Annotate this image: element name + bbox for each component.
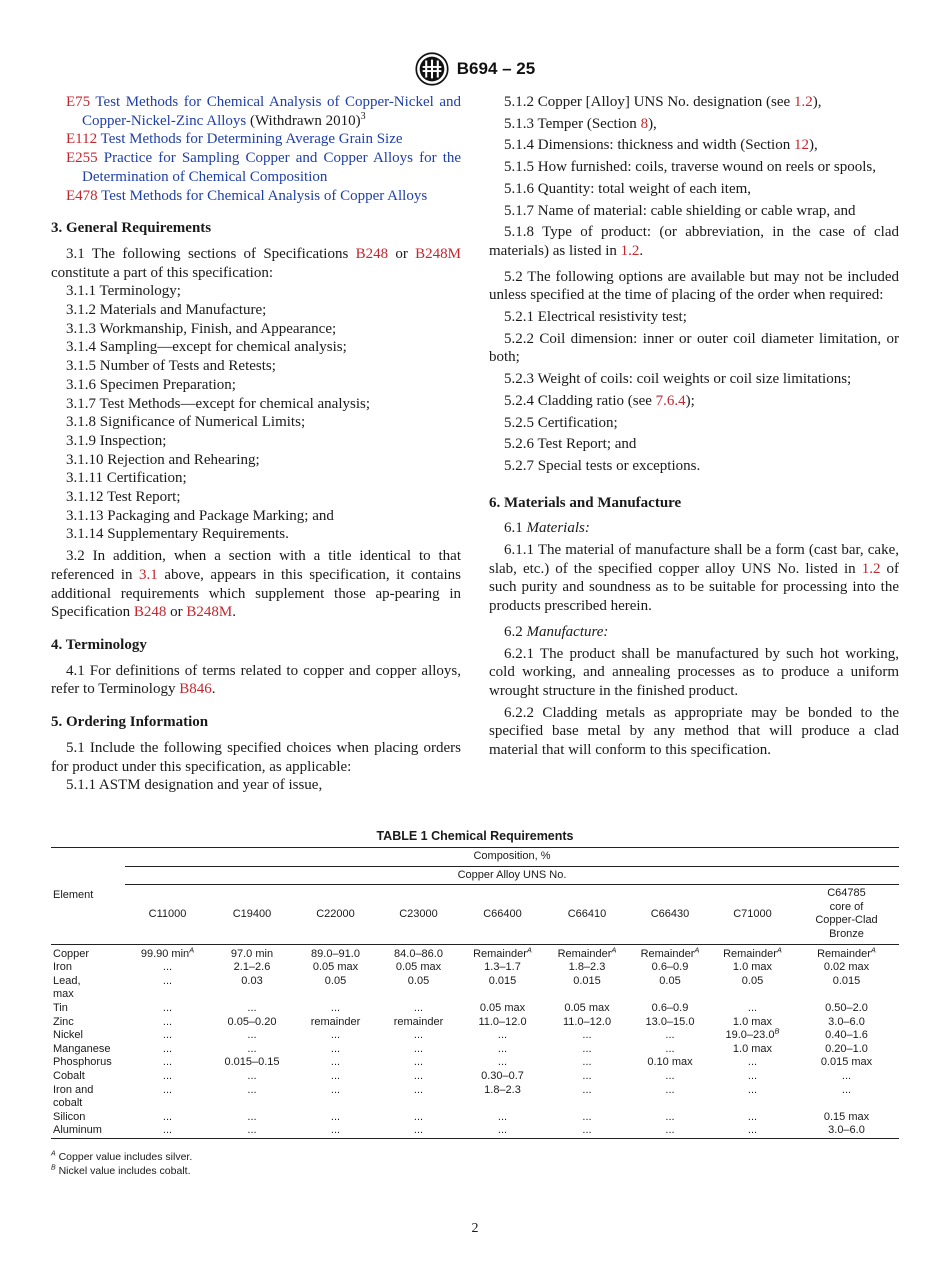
value-cell: ...: [162, 961, 173, 974]
element-cell: Nickel: [53, 1029, 83, 1042]
table-footnotes: [51, 1151, 192, 1178]
value-cell: ...: [747, 1110, 758, 1123]
value-cell: 2.1–2.6: [233, 961, 271, 974]
table-row: [51, 975, 899, 1002]
value-cell: 0.015–0.15: [224, 1056, 280, 1069]
paragraph-3-1: 3.1 The following sections of Specifications B248 or B248M constitute a part of this specification:: [51, 245, 462, 281]
value-cell: 0.015: [832, 974, 861, 987]
list-item: 5.2.6 Test Report; and: [504, 436, 637, 453]
value-cell: 0.05 max: [564, 1001, 610, 1014]
section-heading: 5. Ordering Information: [51, 714, 209, 731]
chemical-requirements-table: [51, 847, 899, 1139]
value-cell: ...: [330, 1056, 341, 1069]
paragraph-6-2-1: 6.2.1 The product shall be manufactured by such hot working, cold working, and annealing processes as to produce a uniform wrought structure in the finished product.: [489, 645, 899, 699]
value-cell: 99.90 $\min^A$: [140, 944, 195, 960]
table-row: [51, 1029, 899, 1043]
value-cell: Remainder$^A$: [817, 944, 876, 960]
element-cell: Phosphorus: [53, 1056, 112, 1069]
value-cell: ...: [582, 1029, 592, 1042]
table-row: [51, 1124, 899, 1138]
value-cell: 0.05: [324, 974, 347, 987]
list-item: 3.1.7 Test Methods—except for chemical analysis;: [66, 395, 371, 412]
value-cell: ...: [413, 1001, 424, 1014]
value-cell: ...: [665, 1029, 675, 1042]
ref-title-link[interactable]: and Copper-Nickel-Zinc Alloys: [82, 94, 461, 129]
ref-title-link[interactable]: Test Methods for Determining Average Grain Size: [100, 131, 403, 148]
value-cell: ...: [497, 1029, 508, 1042]
ref-code-link[interactable]: E75: [66, 94, 91, 110]
value-cell: ...: [330, 1110, 341, 1123]
value-cell: ...: [413, 1069, 424, 1082]
value-cell: 97.0 min: [230, 947, 274, 960]
value-cell: ...: [162, 1110, 173, 1123]
page-header: [0, 52, 950, 86]
value-cell: ...: [413, 1029, 424, 1042]
value-cell: ...: [747, 1083, 758, 1096]
paragraph-6-2: 6.2 Manufacture:: [504, 623, 609, 640]
list-item: 3.1.5 Number of Tests and Retests;: [66, 358, 276, 375]
value-cell: ...: [125, 1124, 210, 1138]
value-cell: 11.0–12.0: [562, 1015, 612, 1028]
list-item: 5.2.2 Coil dimension: inner or outer coil diameter limitation, or both;: [489, 330, 899, 366]
value-cell: 0.015 max: [820, 1056, 873, 1069]
value-cell: 0.6–0.9: [651, 1001, 689, 1014]
value-cell: ...: [162, 1015, 173, 1028]
reference-e112: [51, 130, 461, 149]
value-cell: Remainder$^A$: [473, 944, 532, 960]
paragraph-5-1: 5.1 Include the following specified choices when placing orders for product under this specification, as applicable:: [51, 739, 461, 775]
alloy-header: C71000: [711, 885, 794, 944]
section-heading: 4. Terminology: [51, 636, 147, 653]
ref-code-link[interactable]: E255: [66, 150, 98, 167]
value-cell: ...: [247, 1083, 257, 1096]
value-cell: ...: [665, 1110, 675, 1123]
table-row: [51, 1056, 899, 1070]
value-cell: 0.015: [488, 974, 517, 987]
value-cell: 84.0–86.0: [394, 947, 443, 960]
list-item: 5.1.6 Quantity: total weight of each item,: [504, 180, 752, 197]
ref-title-link[interactable]: Practice for Sampling Copper and Copper Alloys for: [103, 150, 437, 167]
ref-link[interactable]: 1.2: [861, 560, 881, 577]
value-cell: 0.05 max: [479, 1001, 526, 1014]
value-cell: ...: [247, 1042, 257, 1055]
value-cell: ...: [247, 1029, 257, 1042]
list-item: 5.1.1 ASTM designation and year of issue,: [66, 777, 323, 794]
value-cell: ...: [582, 1042, 592, 1055]
list-item: 5.1.8 Type of product: (or abbreviation, in the case of clad materials) as listed in 1.2.: [489, 224, 899, 259]
value-cell: ...: [162, 974, 173, 987]
value-cell: 3.0–6.0: [794, 1124, 899, 1138]
document-code: B694 – 25: [456, 59, 536, 78]
ref-link[interactable]: B248M: [186, 604, 233, 621]
list-item: 5.1.2 Copper [Alloy] UNS No. designation (see 1.2),: [504, 94, 822, 110]
value-cell: 0.40–1.6: [825, 1029, 868, 1042]
value-cell: 0.02 max: [823, 961, 870, 974]
table-row: [51, 1002, 899, 1016]
ref-link[interactable]: B248: [355, 245, 389, 262]
paragraph-6-1: 6.1 Materials:: [504, 520, 590, 537]
uns-header: Copper Alloy UNS No.: [125, 866, 899, 885]
table-row: [51, 1016, 899, 1030]
paragraph-5-2: 5.2 The following options are available but may not be included unless specified at the time of placing of the order when required:: [489, 268, 899, 304]
astm-logo-icon: [415, 52, 449, 86]
value-cell: 3.0–6.0: [828, 1015, 865, 1028]
footnote: $^B$ Nickel value includes cobalt.: [51, 1164, 191, 1177]
list-item: 3.1.10 Rejection and Rehearing;: [66, 451, 260, 468]
value-cell: 0.15 max: [823, 1110, 870, 1123]
value-cell: 1.0 max: [732, 961, 773, 974]
ref-link[interactable]: B846: [179, 681, 212, 698]
value-cell: ...: [377, 1124, 460, 1138]
value-cell: 0.50–2.0: [825, 1001, 868, 1014]
element-cell: Iron: [53, 961, 72, 974]
value-cell: 1.0 max: [732, 1042, 773, 1055]
table-row: [51, 944, 899, 961]
value-cell: ...: [247, 1001, 257, 1014]
value-cell: Remainder$^A$: [557, 944, 617, 960]
list-item: 3.1.11 Certification;: [66, 470, 187, 487]
list-item: 3.1.3 Workmanship, Finish, and Appearance;: [66, 320, 337, 337]
value-cell: ...: [747, 1001, 758, 1014]
section-heading: 6. Materials and Manufacture: [489, 494, 682, 511]
list-item: 3.1.8 Significance of Numerical Limits;: [66, 414, 306, 431]
value-cell: ...: [162, 1042, 173, 1055]
element-cell: Tin: [53, 1001, 68, 1014]
page-number: 2: [471, 1221, 479, 1236]
ref-link[interactable]: 3.1: [139, 566, 158, 583]
value-cell: ...: [413, 1056, 424, 1069]
value-cell: ...: [210, 1124, 294, 1138]
value-cell: ...: [413, 1110, 424, 1123]
ref-link[interactable]: 1.2: [620, 242, 640, 259]
value-cell: ...: [497, 1110, 508, 1123]
value-cell: 0.03: [241, 974, 263, 987]
list-item: 3.1.12 Test Report;: [66, 489, 181, 506]
alloy-header: C23000: [377, 885, 460, 944]
value-cell: ...: [162, 1083, 173, 1096]
element-cell: Lead, max: [53, 974, 81, 1001]
value-cell: 0.05 max: [312, 961, 359, 974]
list-item: 3.1.13 Packaging and Package Marking; and: [66, 507, 334, 524]
list-item: 5.1.5 How furnished: coils, traverse wound on reels or spools,: [504, 159, 877, 176]
value-cell: ...: [330, 1069, 341, 1082]
list-item: 3.1.9 Inspection;: [66, 432, 167, 449]
value-cell: 0.05: [407, 974, 430, 987]
value-cell: 0.10 max: [647, 1056, 693, 1069]
value-cell: 1.8–2.3: [484, 1083, 521, 1096]
element-header: Element: [51, 848, 125, 945]
value-cell: ...: [582, 1069, 592, 1082]
value-cell: ...: [162, 1069, 173, 1082]
table-row: [51, 1043, 899, 1057]
alloy-header: C66400: [460, 885, 545, 944]
table-title: TABLE 1 Chemical Requirements: [376, 829, 574, 843]
ref-code-link[interactable]: E478: [66, 187, 98, 204]
value-cell: ...: [841, 1083, 852, 1096]
paragraph-4-1: 4.1 For definitions of terms related to copper and copper alloys, refer to Terminology B846.: [51, 662, 461, 698]
value-cell: 0.05 max: [395, 961, 442, 974]
value-cell: ...: [747, 1069, 758, 1082]
list-item: 3.1.1 Terminology;: [66, 283, 181, 300]
list-item: 3.1.2 Materials and Manufacture;: [66, 302, 267, 319]
value-cell: 89.0–91.0: [311, 947, 360, 960]
value-cell: remainder: [310, 1015, 361, 1028]
ref-note: (Withdrawn 2010): [250, 112, 361, 129]
value-cell: ...: [162, 1001, 173, 1014]
list-item: 5.1.4 Dimensions: thickness and width (Section 12),: [504, 137, 818, 154]
value-cell: 1.3–1.7: [484, 961, 521, 974]
value-cell: ...: [497, 1056, 508, 1069]
list-item: 3.1.6 Specimen Preparation;: [66, 376, 236, 393]
composition-header: Composition, %: [125, 848, 899, 867]
value-cell: ...: [330, 1042, 341, 1055]
value-cell: $19.0-23.0^B$: [725, 1026, 780, 1042]
list-item: 5.1.7 Name of material: cable shielding or cable wrap, and: [504, 202, 856, 219]
value-cell: 1.8–2.3: [568, 961, 606, 974]
element-cell: Silicon: [53, 1110, 86, 1123]
value-cell: ...: [545, 1124, 629, 1138]
value-cell: 13.0–15.0: [645, 1015, 695, 1028]
value-cell: ...: [582, 1110, 592, 1123]
value-cell: ...: [413, 1083, 424, 1096]
paragraph-6-2-2: 6.2.2 Cladding metals as appropriate may be bonded to the specified base metal by any method that will produce a clad material that will conform to this specification.: [489, 704, 899, 759]
value-cell: ...: [294, 1124, 377, 1138]
element-cell: Copper: [53, 947, 90, 960]
value-cell: ...: [460, 1124, 545, 1138]
ref-title-link[interactable]: Test Methods for Chemical Analysis of Copper Alloys: [101, 187, 428, 204]
reference-e255: [51, 149, 461, 186]
value-cell: ...: [413, 1042, 424, 1055]
value-cell: ...: [841, 1069, 852, 1082]
alloy-header: C64785 core of Copper-Clad Bronze: [794, 885, 899, 944]
value-cell: remainder: [393, 1015, 444, 1028]
value-cell: Remainder$^A$: [723, 944, 782, 960]
paragraph-6-1-1: 6.1.1 The material of manufacture shall be a form (cast bar, cake, slab, etc.) of the specified copper alloy UNS No. listed in 1.2 of such purity and soundness as to be suitable for processing into the products prescribed herein.: [489, 542, 900, 615]
list-item: 3.1.4 Sampling—except for chemical analysis;: [66, 339, 347, 356]
value-cell: ...: [162, 1056, 173, 1069]
value-cell: ...: [247, 1069, 257, 1082]
value-cell: 0.05: [741, 974, 764, 987]
value-cell: Remainder$^A$: [640, 944, 700, 960]
value-cell: ...: [747, 1056, 758, 1069]
value-cell: ...: [330, 1001, 341, 1014]
footnote-ref: 3: [360, 110, 366, 122]
ref-link[interactable]: 1.2: [793, 94, 813, 110]
footnote: $^A$ Copper value includes silver.: [51, 1150, 193, 1163]
value-cell: ...: [497, 1042, 508, 1055]
ref-link[interactable]: B248: [133, 604, 167, 621]
alloy-header: C22000: [294, 885, 377, 944]
alloy-header: C66430: [629, 885, 711, 944]
element-cell: Cobalt: [53, 1069, 85, 1082]
table-row: [51, 1084, 899, 1111]
alloy-header: C11000: [125, 885, 210, 944]
value-cell: 0.05: [659, 974, 681, 987]
section-heading: 3. General Requirements: [51, 220, 212, 237]
element-cell: Aluminum: [51, 1124, 125, 1138]
value-cell: ...: [330, 1029, 341, 1042]
value-cell: ...: [247, 1110, 257, 1123]
table-row: [51, 961, 899, 975]
list-item: 5.2.3 Weight of coils: coil weights or coil size limitations;: [504, 371, 852, 388]
value-cell: ...: [330, 1083, 341, 1096]
value-cell: ...: [665, 1069, 675, 1082]
list-item: 5.1.3 Temper (Section 8),: [504, 115, 657, 132]
element-cell: Manganese: [53, 1042, 111, 1055]
value-cell: ...: [665, 1083, 675, 1096]
list-item: 3.1.14 Supplementary Requirements.: [66, 526, 289, 543]
ref-title-link[interactable]: the Determination of Chemical Composition: [82, 150, 462, 185]
value-cell: 0.6–0.9: [651, 961, 689, 974]
alloy-header: C19400: [210, 885, 294, 944]
value-cell: ...: [582, 1083, 592, 1096]
value-cell: ...: [711, 1124, 794, 1138]
value-cell: 1.0 max: [732, 1015, 773, 1028]
left-column: [51, 93, 461, 795]
list-item: 5.2.7 Special tests or exceptions.: [504, 457, 701, 474]
element-cell: Zinc: [53, 1015, 74, 1028]
ref-link[interactable]: 8: [640, 115, 649, 132]
reference-e478: [51, 187, 461, 206]
paragraph-3-2: 3.2 In addition, when a section with a title identical to that referenced in 3.1 above, appears in this specification, it contains additional requirements which supplement those ap-pearing in Specification B248 or B248M.: [51, 548, 461, 621]
value-cell: ...: [665, 1042, 675, 1055]
table-row: [51, 1111, 899, 1125]
list-item: 5.2.5 Certification;: [504, 414, 618, 431]
list-item: 5.2.1 Electrical resistivity test;: [504, 309, 687, 326]
table-row: [51, 1070, 899, 1084]
value-cell: 11.0–12.0: [478, 1015, 527, 1028]
reference-e75: [51, 93, 461, 130]
element-cell: Iron and cobalt: [53, 1083, 94, 1110]
list-item: 5.2.4 Cladding ratio (see 7.6.4);: [504, 392, 695, 409]
value-cell: 0.05–0.20: [227, 1015, 277, 1028]
value-cell: 0.30–0.7: [481, 1069, 524, 1082]
right-column: [489, 93, 899, 760]
value-cell: 0.20–1.0: [825, 1042, 868, 1055]
ref-link[interactable]: 12: [793, 137, 809, 154]
value-cell: ...: [162, 1029, 173, 1042]
ref-link[interactable]: B248M: [415, 245, 462, 262]
value-cell: 0.015: [573, 974, 601, 987]
table-body: [51, 944, 899, 1138]
ref-title-link[interactable]: Test Methods for Chemical Analysis of Copper-Nickel: [95, 94, 434, 110]
value-cell: ...: [582, 1056, 592, 1069]
ref-link[interactable]: 7.6.4: [655, 392, 686, 409]
alloy-header: C66410: [545, 885, 629, 944]
ref-code-link[interactable]: E112: [66, 131, 98, 148]
value-cell: ...: [629, 1124, 711, 1138]
